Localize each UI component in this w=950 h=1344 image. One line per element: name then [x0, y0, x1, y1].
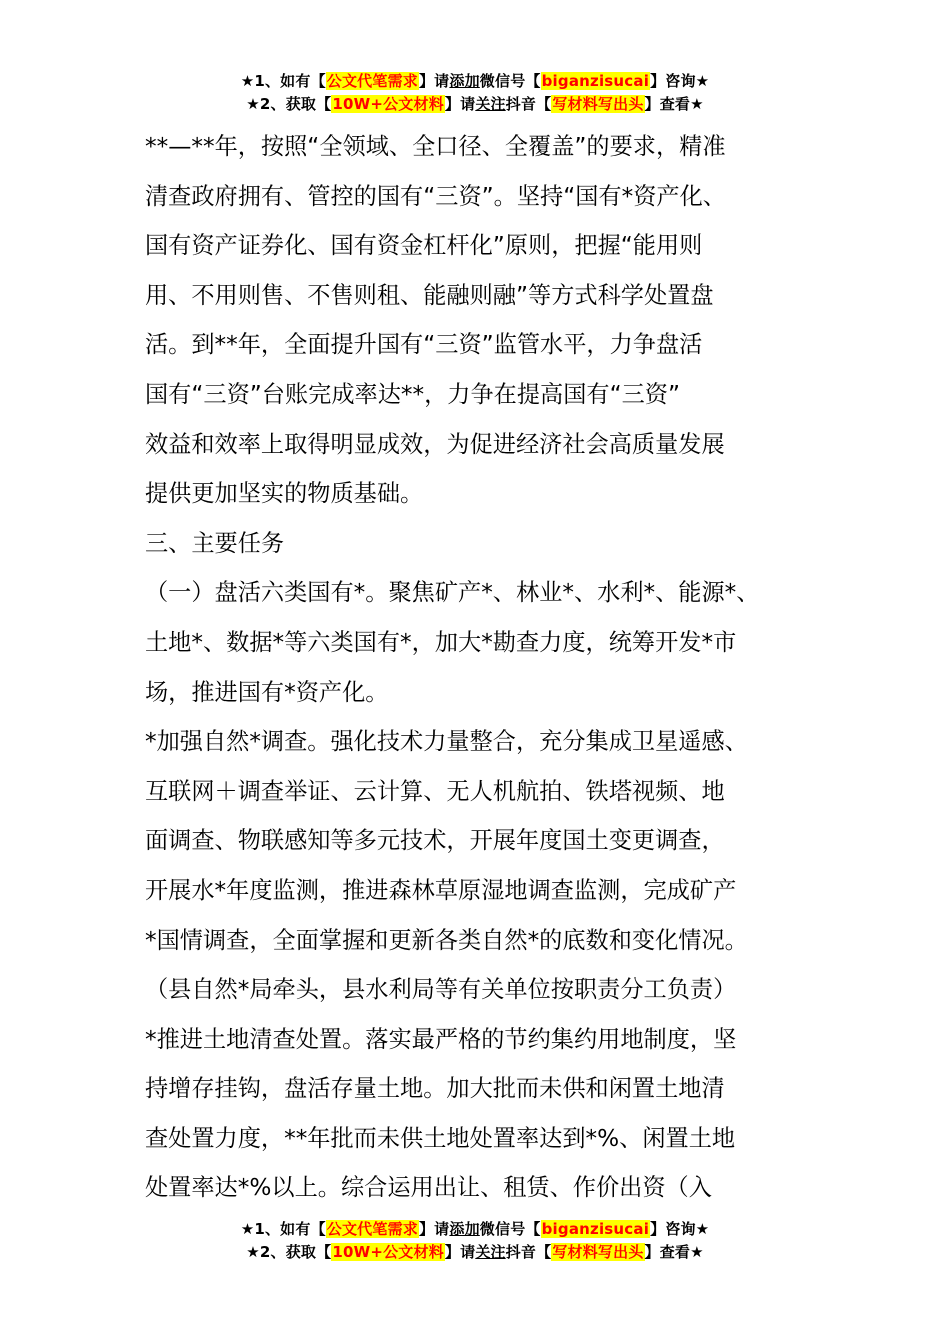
body-line: 互联网＋调查举证、云计算、无人机航拍、铁塔视频、地: [145, 777, 725, 805]
promo-highlight: 10W+公文材料: [332, 1243, 444, 1261]
promo-line-2: [0, 93, 950, 116]
douyin-account-highlight: 写材料写出头: [552, 95, 644, 113]
promo-underline: 添加: [449, 72, 480, 90]
section-heading: 三、主要任务: [145, 529, 285, 557]
body-line: 处置率达*%以上。综合运用出让、租赁、作价出资（入: [145, 1174, 712, 1202]
douyin-account-highlight: 写材料写出头: [552, 1243, 644, 1261]
promo-text: ★2、获取【: [246, 95, 332, 113]
promo-text: 】请: [418, 72, 450, 90]
body-line: 开展水*年度监测，推进森林草原湿地调查监测，完成矿产: [145, 876, 737, 904]
promo-underline: 关注: [475, 1243, 506, 1261]
promo-underline: 添加: [449, 1220, 480, 1238]
promo-highlight: 公文代笔需求: [326, 72, 418, 90]
promo-highlight: 公文代笔需求: [326, 1220, 418, 1238]
body-line: 清查政府拥有、管控的国有“三资”。坚持“国有*资产化、: [145, 182, 726, 210]
wechat-id-highlight: biganzisucai: [541, 1220, 650, 1238]
promo-line-2: [0, 1241, 950, 1264]
promo-text: 】查看★: [644, 1243, 704, 1261]
body-line: *加强自然*调查。强化技术力量整合，充分集成卫星遥感、: [145, 728, 748, 756]
top-promo-banner: [0, 70, 950, 116]
body-line: 场，推进国有*资产化。: [145, 678, 389, 706]
promo-text: 】咨询★: [650, 1220, 710, 1238]
bottom-promo-banner: [0, 1218, 950, 1264]
promo-text: 】请: [444, 95, 476, 113]
promo-underline: 关注: [475, 95, 506, 113]
promo-text: 】查看★: [644, 95, 704, 113]
body-line: （县自然*局牵头，县水利局等有关单位按职责分工负责）: [145, 976, 737, 1004]
body-line: 土地*、数据*等六类国有*，加大*勘查力度，统筹开发*市: [145, 628, 737, 656]
promo-text: 】咨询★: [650, 72, 710, 90]
promo-text: 抖音【: [505, 1243, 552, 1261]
body-line: 持增存挂钩，盘活存量土地。加大批而未供和闲置土地清: [145, 1075, 725, 1103]
body-line: （一）盘活六类国有*。聚焦矿产*、林业*、水利*、能源*、: [145, 579, 760, 607]
body-line: 面调查、物联感知等多元技术，开展年度国土变更调查，: [145, 827, 725, 855]
promo-line-1: [0, 70, 950, 93]
body-line: *推进土地清查处置。落实最严格的节约集约用地制度，坚: [145, 1025, 737, 1053]
body-line: 提供更加坚实的物质基础。: [145, 480, 424, 508]
body-line: 效益和效率上取得明显成效，为促进经济社会高质量发展: [145, 430, 725, 458]
body-line: **—**年，按照“全领域、全口径、全覆盖”的要求，精准: [145, 133, 726, 160]
promo-text: 抖音【: [505, 95, 552, 113]
promo-text: ★1、如有【: [240, 1220, 326, 1238]
body-line: 用、不用则售、不售则租、能融则融”等方式科学处置盘: [145, 281, 714, 309]
promo-text: 】请: [444, 1243, 476, 1261]
body-line: 活。到**年，全面提升国有“三资”监管水平，力争盘活: [145, 331, 703, 359]
wechat-id-highlight: biganzisucai: [541, 72, 650, 90]
body-line: 国有“三资”台账完成率达**，力争在提高国有“三资”: [145, 380, 680, 408]
document-body: [145, 122, 835, 1213]
promo-text: 微信号【: [479, 72, 541, 90]
promo-line-1: [0, 1218, 950, 1241]
promo-text: ★2、获取【: [246, 1243, 332, 1261]
promo-highlight: 10W+公文材料: [332, 95, 444, 113]
body-line: 国有资产证券化、国有资金杠杆化”原则，把握“能用则: [145, 232, 703, 260]
body-line: 查处置力度，**年批而未供土地处置率达到*%、闲置土地: [145, 1124, 736, 1152]
promo-text: 】请: [418, 1220, 450, 1238]
body-line: *国情调查，全面掌握和更新各类自然*的底数和变化情况。: [145, 926, 748, 954]
promo-text: ★1、如有【: [240, 72, 326, 90]
promo-text: 微信号【: [479, 1220, 541, 1238]
